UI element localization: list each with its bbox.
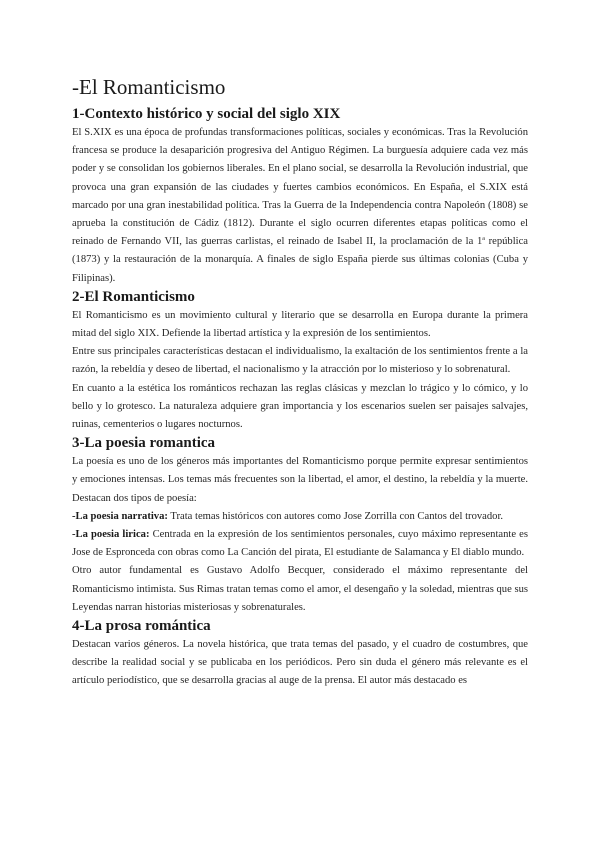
paragraph	[72, 526, 528, 562]
bold-label: -La poesia narrativa:	[72, 510, 168, 522]
paragraph-text: Trata temas históricos con autores como Jose Zorrilla con Cantos del trovador.	[167, 510, 504, 522]
section-heading: 2-El Romanticismo	[72, 288, 195, 305]
section-romantic-poetry	[72, 434, 528, 617]
document-body	[72, 74, 528, 691]
paragraph: Otro autor fundamental es Gustavo Adolfo Becquer, considerado el máximo representante del Romanticismo intimista. Sus Rimas tratan temas como el amor, el desengaño y la soledad, mientras que sus Leyendas narran historias misteriosas y sobrenaturales.	[72, 565, 528, 613]
paragraph: En cuanto a la estética los románticos rechazan las reglas clásicas y mezclan lo trágico y lo cómico, y lo bello y lo grotesco. La naturaleza adquiere gran importancia y los escenarios suelen ser paisajes salvajes, ruinas, cementerios o lugares nocturnos.	[72, 382, 528, 431]
section-heading: 3-La poesia romantica	[72, 435, 216, 452]
paragraph: Destacan varios géneros. La novela histórica, que trata temas del pasado, y el cuadro de costumbres, que describe la realidad social y se publicaba en los periódicos. Pero sin duda el género más relevante es el artículo periodístico, que se desarrolla gracias al auge de la prensa. El autor más destacado es	[72, 639, 528, 687]
paragraph	[72, 124, 528, 288]
paragraph: Entre sus principales características destacan el individualismo, la exaltación de los sentimientos frente a la razón, la rebeldía y deseo de libertad, el nacionalismo y la atracción por lo misterioso y lo sobrenatural.	[72, 346, 528, 376]
section-heading: 1-Contexto histórico y social del siglo XIX	[72, 106, 341, 122]
section-romanticism	[72, 288, 528, 434]
paragraph-text: El S.XIX es una época de profundas transformaciones políticas, sociales y económicas. Tras la Revolución francesa se produce la desaparición progresiva del Antiguo Régimen. La burguesía adquiere cada vez más poder y se consolidan los gobiernos liberales. En el plano social, se desarrolla la Revolución industrial, que provoca una gran expansión de las ciudades y fuertes cambios económicos. En España, el S.XIX está marcado por una gran inestabilidad política. Tras la Guerra de la Independencia contra Napoleón (1808) se aprueba la constitución de Cádiz (1812). Durante el siglo ocurren diferentes etapas políticas como el reinado de Fernando VII, las guerras carlistas, el reinado de Isabel II, la proclamación de la 1	[72, 127, 528, 248]
page-title: -El Romanticismo	[72, 75, 226, 99]
bold-label: -La poesia lirica:	[72, 529, 150, 541]
section-heading: 4-La prosa romántica	[72, 618, 211, 635]
superscript: a	[482, 236, 485, 243]
section-romantic-prose	[72, 617, 528, 691]
paragraph-text: Centrada en la expresión de los sentimientos personales, cuyo máximo representante es Jose de Espronceda con obras como La Canción del pirata, El estudiante de Salamanca y El diablo mundo.	[72, 529, 528, 559]
paragraph-text: república (1873) y la restauración de la monarquía. A finales de siglo España pierde sus últimas colonias (Cuba y Filipinas).	[72, 236, 528, 284]
paragraph	[72, 508, 528, 526]
paragraph: La poesía es uno de los géneros más importantes del Romanticismo porque permite expresar sentimientos y emociones intensas. Los temas más frecuentes son la libertad, el amor, el destino, la rebeldía y la muerte. Destacan dos tipos de poesía:	[72, 456, 528, 504]
paragraph: El Romanticismo es un movimiento cultural y literario que se desarrolla en Europa durante la primera mitad del siglo XIX. Defiende la libertad artística y la expresión de los sentimientos.	[72, 309, 528, 340]
section-historical-context	[72, 105, 528, 288]
